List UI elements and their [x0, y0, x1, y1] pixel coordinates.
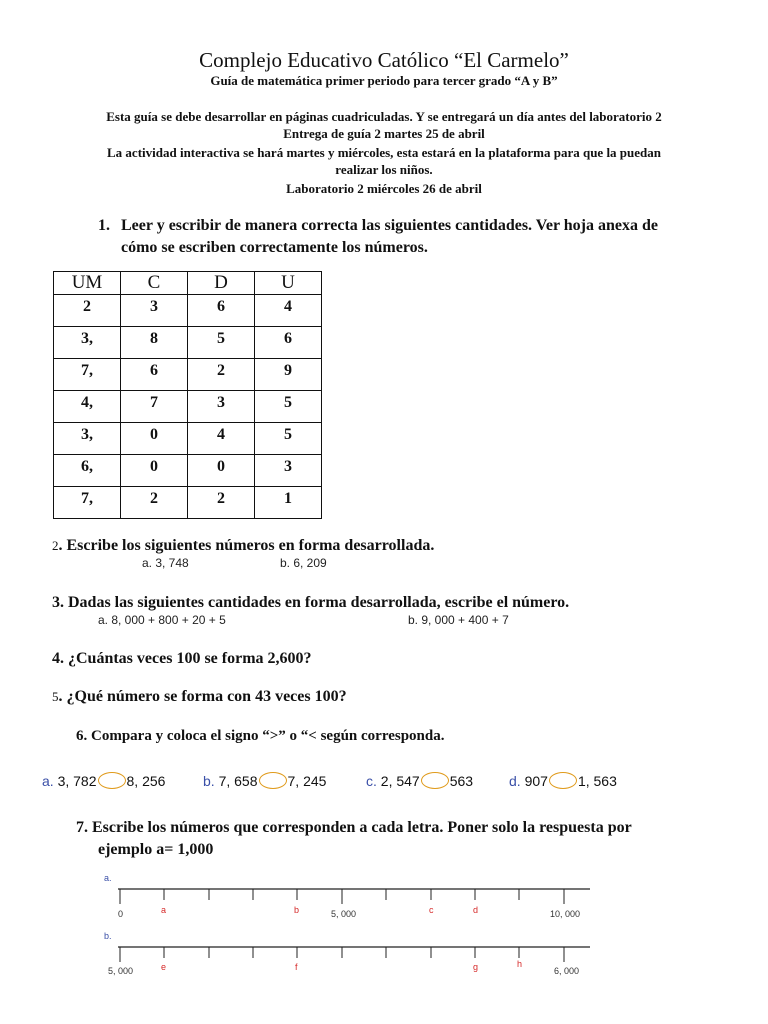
- compare-item-a: [42, 772, 165, 789]
- compare-right-value: 8, 256: [126, 773, 166, 789]
- q7-text: [76, 817, 756, 861]
- table-cell: 3: [121, 295, 188, 327]
- table-cell: 2: [188, 487, 255, 519]
- table-cell: 2: [121, 487, 188, 519]
- compare-right-value: 1, 563: [577, 773, 617, 789]
- q4-text: 4. ¿Cuántas veces 100 se forma 2,600?: [52, 650, 312, 667]
- letter-f: f: [295, 962, 298, 972]
- table-row: [54, 327, 322, 359]
- number-lines: [100, 872, 600, 982]
- table-cell: 6,: [54, 455, 121, 487]
- table-row: [54, 359, 322, 391]
- compare-left-value: 907: [524, 773, 548, 789]
- q5-body: . ¿Qué número se forma con 43 veces 100?: [58, 688, 347, 705]
- compare-label: d.: [509, 773, 521, 789]
- compare-left-value: 7, 658: [218, 773, 258, 789]
- answer-oval-icon[interactable]: [259, 772, 287, 789]
- q5-number: 5: [52, 689, 59, 704]
- q3-item-a: a. 8, 000 + 800 + 20 + 5: [98, 613, 226, 627]
- answer-oval-icon[interactable]: [549, 772, 577, 789]
- table-row: [54, 487, 322, 519]
- page-subtitle: Guía de matemática primer periodo para tercer grado “A y B”: [210, 73, 558, 88]
- q1-text: [121, 215, 761, 259]
- q2-number: 2: [52, 538, 59, 553]
- table-cell: 8: [121, 327, 188, 359]
- line-b-end-label: 6, 000: [554, 966, 580, 976]
- letter-h: h: [517, 959, 523, 969]
- q7-text-line2: ejemplo a= 1,000: [98, 841, 214, 858]
- table-row: [54, 423, 322, 455]
- table-cell: 7,: [54, 359, 121, 391]
- letter-g: g: [473, 962, 479, 972]
- table-cell: 5: [255, 423, 322, 455]
- col-header-um: UM: [54, 272, 121, 295]
- col-header-d: D: [188, 272, 255, 295]
- compare-label: c.: [366, 773, 377, 789]
- line-b-start-label: 5, 000: [108, 966, 134, 976]
- q3-item-b: b. 9, 000 + 400 + 7: [408, 613, 509, 627]
- table-cell: 6: [121, 359, 188, 391]
- col-header-c: C: [121, 272, 188, 295]
- table-cell: 9: [255, 359, 322, 391]
- table-cell: 5: [188, 327, 255, 359]
- info-line-5: Laboratorio 2 miércoles 26 de abril: [286, 181, 482, 196]
- table-cell: 7,: [54, 487, 121, 519]
- table-cell: 4,: [54, 391, 121, 423]
- table-cell: 3: [188, 391, 255, 423]
- table-cell: 3,: [54, 423, 121, 455]
- letter-a: a: [161, 905, 167, 915]
- compare-item-c: [366, 772, 473, 789]
- q3-text: 3. Dadas las siguientes cantidades en forma desarrollada, escribe el número.: [52, 594, 570, 611]
- q5-text: [52, 686, 347, 708]
- table-cell: 3,: [54, 327, 121, 359]
- compare-item-d: [509, 772, 617, 789]
- line-a-end-label: 10, 000: [550, 909, 581, 919]
- q6-text: 6. Compara y coloca el signo “>” o “< según corresponda.: [76, 728, 445, 744]
- col-header-u: U: [255, 272, 322, 295]
- table-row: [54, 455, 322, 487]
- page-title: Complejo Educativo Católico “El Carmelo”: [199, 48, 569, 72]
- compare-right-value: 563: [449, 773, 474, 789]
- q1-number: 1.: [98, 217, 110, 234]
- letter-e: e: [161, 962, 167, 972]
- q2-item-b: b. 6, 209: [280, 556, 327, 570]
- table-cell: 6: [255, 327, 322, 359]
- letter-c: c: [429, 905, 434, 915]
- table-cell: 6: [188, 295, 255, 327]
- table-cell: 0: [121, 423, 188, 455]
- line-a-start-label: 0: [118, 909, 124, 919]
- q1-text-line2: cómo se escriben correctamente los números.: [121, 239, 428, 256]
- line-a-mid-label: 5, 000: [331, 909, 357, 919]
- table-cell: 2: [188, 359, 255, 391]
- table-cell: 2: [54, 295, 121, 327]
- table-cell: 0: [188, 455, 255, 487]
- table-cell: 7: [121, 391, 188, 423]
- table-cell: 3: [255, 455, 322, 487]
- q2-item-a: a. 3, 748: [142, 556, 189, 570]
- compare-left-value: 2, 547: [380, 773, 420, 789]
- compare-right-value: 7, 245: [287, 773, 327, 789]
- compare-label: a.: [42, 773, 54, 789]
- letter-d: d: [473, 905, 479, 915]
- info-line-2: Entrega de guía 2 martes 25 de abril: [283, 126, 485, 141]
- table-cell: 0: [121, 455, 188, 487]
- compare-item-b: [203, 772, 326, 789]
- info-line-3: La actividad interactiva se hará martes y miércoles, esta estará en la plataforma para que la puedan: [107, 145, 661, 160]
- q1-text-line1: Leer y escribir de manera correcta las siguientes cantidades. Ver hoja anexa de: [121, 217, 658, 234]
- answer-oval-icon[interactable]: [421, 772, 449, 789]
- q2-body: . Escribe los siguientes números en forma desarrollada.: [58, 537, 435, 554]
- info-line-1: Esta guía se debe desarrollar en páginas cuadriculadas. Y se entregará un día antes del laboratorio 2: [106, 109, 662, 124]
- table-cell: 4: [255, 295, 322, 327]
- q7-text-line1: 7. Escribe los números que corresponden a cada letra. Poner solo la respuesta por: [76, 819, 632, 836]
- table-row: [54, 295, 322, 327]
- answer-oval-icon[interactable]: [98, 772, 126, 789]
- compare-label: b.: [203, 773, 215, 789]
- letter-b: b: [294, 905, 300, 915]
- table-cell: 1: [255, 487, 322, 519]
- table-cell: 5: [255, 391, 322, 423]
- compare-left-value: 3, 782: [57, 773, 97, 789]
- q2-text: [52, 535, 434, 557]
- table-row: [54, 391, 322, 423]
- line-a-tag: a.: [104, 873, 112, 883]
- info-line-4: realizar los niños.: [335, 162, 433, 177]
- table-header-row: [54, 272, 322, 295]
- table-cell: 4: [188, 423, 255, 455]
- line-b-tag: b.: [104, 931, 112, 941]
- place-value-table: [53, 271, 322, 519]
